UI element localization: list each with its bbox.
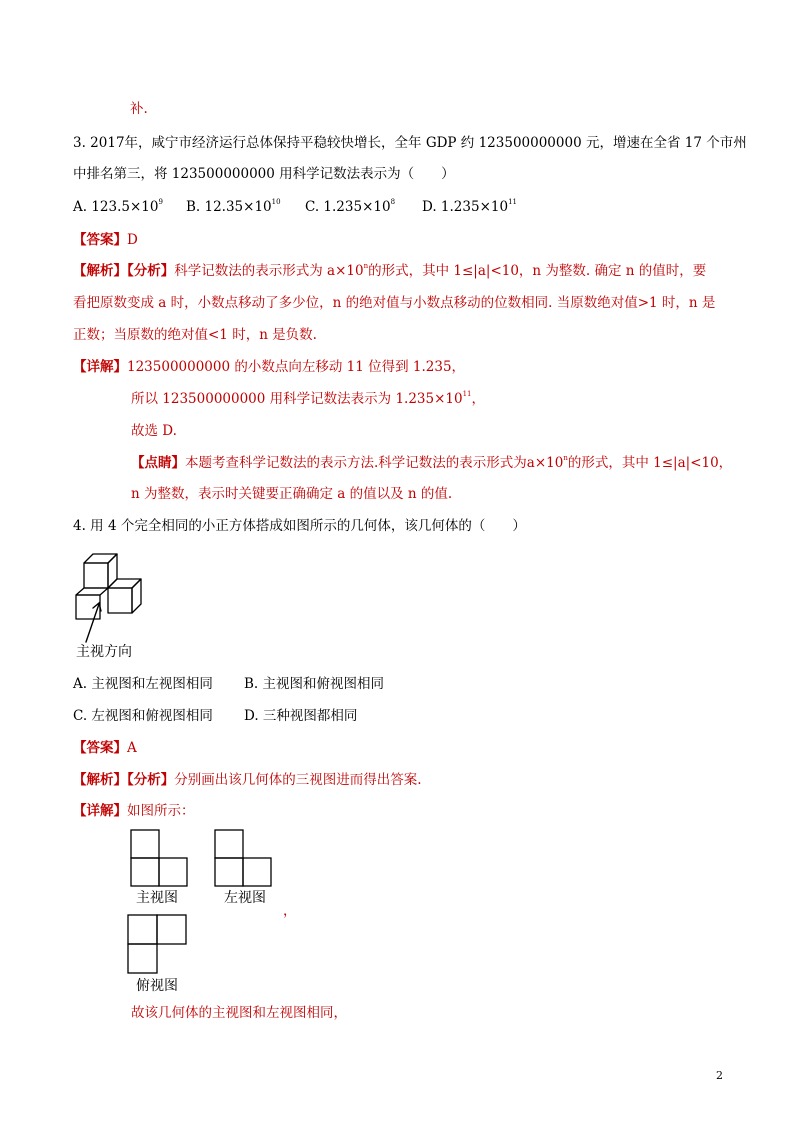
q3-analysis-line3: 正数；当原数的绝对值<1 时，n 是负数.	[73, 327, 317, 343]
q3-option-a: A. $123.5\times 10^9$	[73, 198, 163, 215]
figure-caption: 主视方向	[76, 644, 132, 660]
q3-stem-line2: 中排名第三，将 123500000000 用科学记数法表示为（ ）	[73, 166, 455, 182]
q3-option-d: D. $1.235\times 10^{11}$	[422, 198, 517, 215]
q3-analysis-line2: 看把原数变成 a 时，小数点移动了多少位，n 的绝对值与小数点移动的位数相同. 当原数绝对值>1 时，n 是	[73, 295, 716, 311]
q3-analysis-line1: 【解析】【分析】科学记数法的表示形式为 $a\times 10^n$的形式，其中 1≤|a|<10，n 为整数. 确定 n 的值时，要	[73, 262, 707, 279]
q4-answer: 【答案】A	[73, 740, 137, 756]
q3-detail-line3: 故选 D.	[131, 423, 177, 439]
front-view-figure	[130, 829, 190, 889]
q4-option-a: A. 主视图和左视图相同	[73, 676, 213, 692]
page-number: 2	[716, 1069, 723, 1082]
q4-conclusion: 故该几何体的主视图和左视图相同，	[131, 1005, 347, 1021]
q3-tip-line2: n 为整数，表示时关键要正确确定 a 的值以及 n 的值.	[131, 486, 453, 502]
q3-tip-line1: 【点睛】本题考查科学记数法的表示方法.科学记数法的表示形式为$a\times 10^n$的形式，其中 1≤|a|<10，	[131, 454, 733, 471]
top-view-figure	[127, 914, 189, 976]
q3-answer: 【答案】D	[73, 232, 138, 248]
q3-option-c: C. $1.235\times 10^8$	[305, 198, 396, 215]
q4-detail: 【详解】如图所示：	[73, 803, 195, 819]
q4-stem: 4. 用 4 个完全相同的小正方体搭成如图所示的几何体，该几何体的（ ）	[73, 518, 526, 534]
left-view-figure	[214, 829, 274, 889]
q3-detail-line2: 所以 123500000000 用科学记数法表示为 $1.235\times 10^{11}$，	[131, 390, 486, 407]
q2-tail: 补.	[130, 101, 148, 117]
view-comma: ，	[283, 903, 297, 919]
q4-analysis: 【解析】【分析】分别画出该几何体的三视图进而得出答案.	[73, 772, 422, 788]
q4-option-c: C. 左视图和俯视图相同	[73, 708, 213, 724]
q3-detail-line1: 【详解】123500000000 的小数点向左移动 11 位得到 1.235，	[73, 359, 466, 375]
q3-option-b: B. $12.35\times 10^{10}$	[186, 198, 281, 215]
q4-option-d: D. 三种视图都相同	[244, 708, 358, 724]
left-view-label: 左视图	[224, 890, 266, 906]
view-direction-arrow-icon	[80, 598, 110, 646]
top-view-label: 俯视图	[136, 978, 178, 994]
q4-option-b: B. 主视图和俯视图相同	[244, 676, 385, 692]
front-view-label: 主视图	[136, 890, 178, 906]
q3-stem-line1: 3. 2017年，咸宁市经济运行总体保持平稳较快增长，全年 GDP 约 123500000000 元，增速在全省 17 个市州	[73, 135, 747, 151]
